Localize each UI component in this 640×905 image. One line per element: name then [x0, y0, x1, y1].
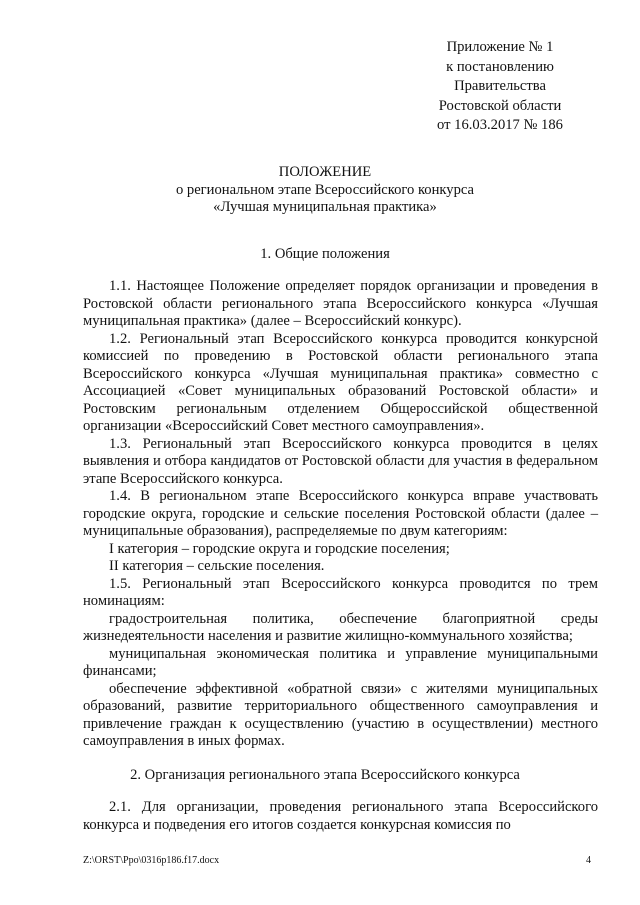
- section-2-body: [83, 799, 598, 834]
- paragraph: обеспечение эффективной «обратной связи» с жителями муниципальных образований, развитие территориального общественного самоуправления и привлечение граждан к осуществлению (участию в осуществлении) местного самоуправления в иных формах.: [83, 680, 598, 749]
- paragraph: муниципальная экономическая политика и управление муниципальными финансами;: [83, 645, 598, 679]
- section-1-heading: 1. Общие положения: [260, 246, 390, 262]
- paragraph: II категория – сельские поселения.: [109, 558, 325, 574]
- document-title: [80, 164, 570, 217]
- page-number: 4: [586, 855, 591, 866]
- title-subtitle: «Лучшая муниципальная практика»: [213, 199, 437, 215]
- section-2-heading: 2. Организация регионального этапа Всероссийского конкурса: [130, 767, 520, 783]
- paragraph: 2.1. Для организации, проведения регионального этапа Всероссийского конкурса и подведения его итогов создается конкурсная комиссия по: [83, 799, 598, 833]
- section-1-body: [83, 278, 598, 751]
- paragraph: 1.4. В региональном этапе Всероссийского конкурса вправе участвовать городские округа, городские и сельские поселения Ростовской области (далее – муниципальные образования), распределяемые по двум категориям:: [83, 488, 598, 539]
- footer-file-path: Z:\ORST\Ppo\0316p186.f17.docx: [83, 855, 220, 866]
- attachment-line: Ростовской области: [438, 97, 562, 114]
- attachment-line: от 16.03.2017 № 186: [437, 117, 563, 134]
- paragraph: 1.2. Региональный этап Всероссийского конкурса проводится конкурсной комиссией по проведению в Ростовской области регионального этапа Всероссийского конкурса «Лучшая муниципальная практика» совместно с Ассоциацией «Совет муниципальных образований Ростовской области» и Ростовским региональным отделением Общероссийской общественной организации «Всероссийский Совет местного самоуправления».: [83, 330, 598, 434]
- title-heading: ПОЛОЖЕНИЕ: [278, 164, 372, 180]
- paragraph: 1.5. Региональный этап Всероссийского конкурса проводится по трем номинациям:: [83, 575, 598, 609]
- title-subtitle: о региональном этапе Всероссийского конкурса: [175, 181, 475, 198]
- paragraph: 1.1. Настоящее Положение определяет порядок организации и проведения в Ростовской области регионального этапа Всероссийского конкурса «Лучшая муниципальная практика» (далее – Всероссийский конкурс).: [83, 278, 598, 329]
- attachment-line: Правительства: [454, 78, 546, 95]
- paragraph: градостроительная политика, обеспечение благоприятной среды жизнедеятельности населения и развитие жилищно-коммунального хозяйства;: [83, 610, 598, 644]
- paragraph: I категория – городские округа и городские поселения;: [109, 540, 450, 557]
- attachment-line: к постановлению: [446, 58, 554, 75]
- paragraph: 1.3. Региональный этап Всероссийского конкурса проводится в целях выявления и отбора кандидатов от Ростовской области для участия в федеральном этапе Всероссийского конкурса.: [83, 435, 598, 487]
- attachment-line: Приложение № 1: [446, 39, 554, 55]
- attachment-note: [400, 38, 600, 136]
